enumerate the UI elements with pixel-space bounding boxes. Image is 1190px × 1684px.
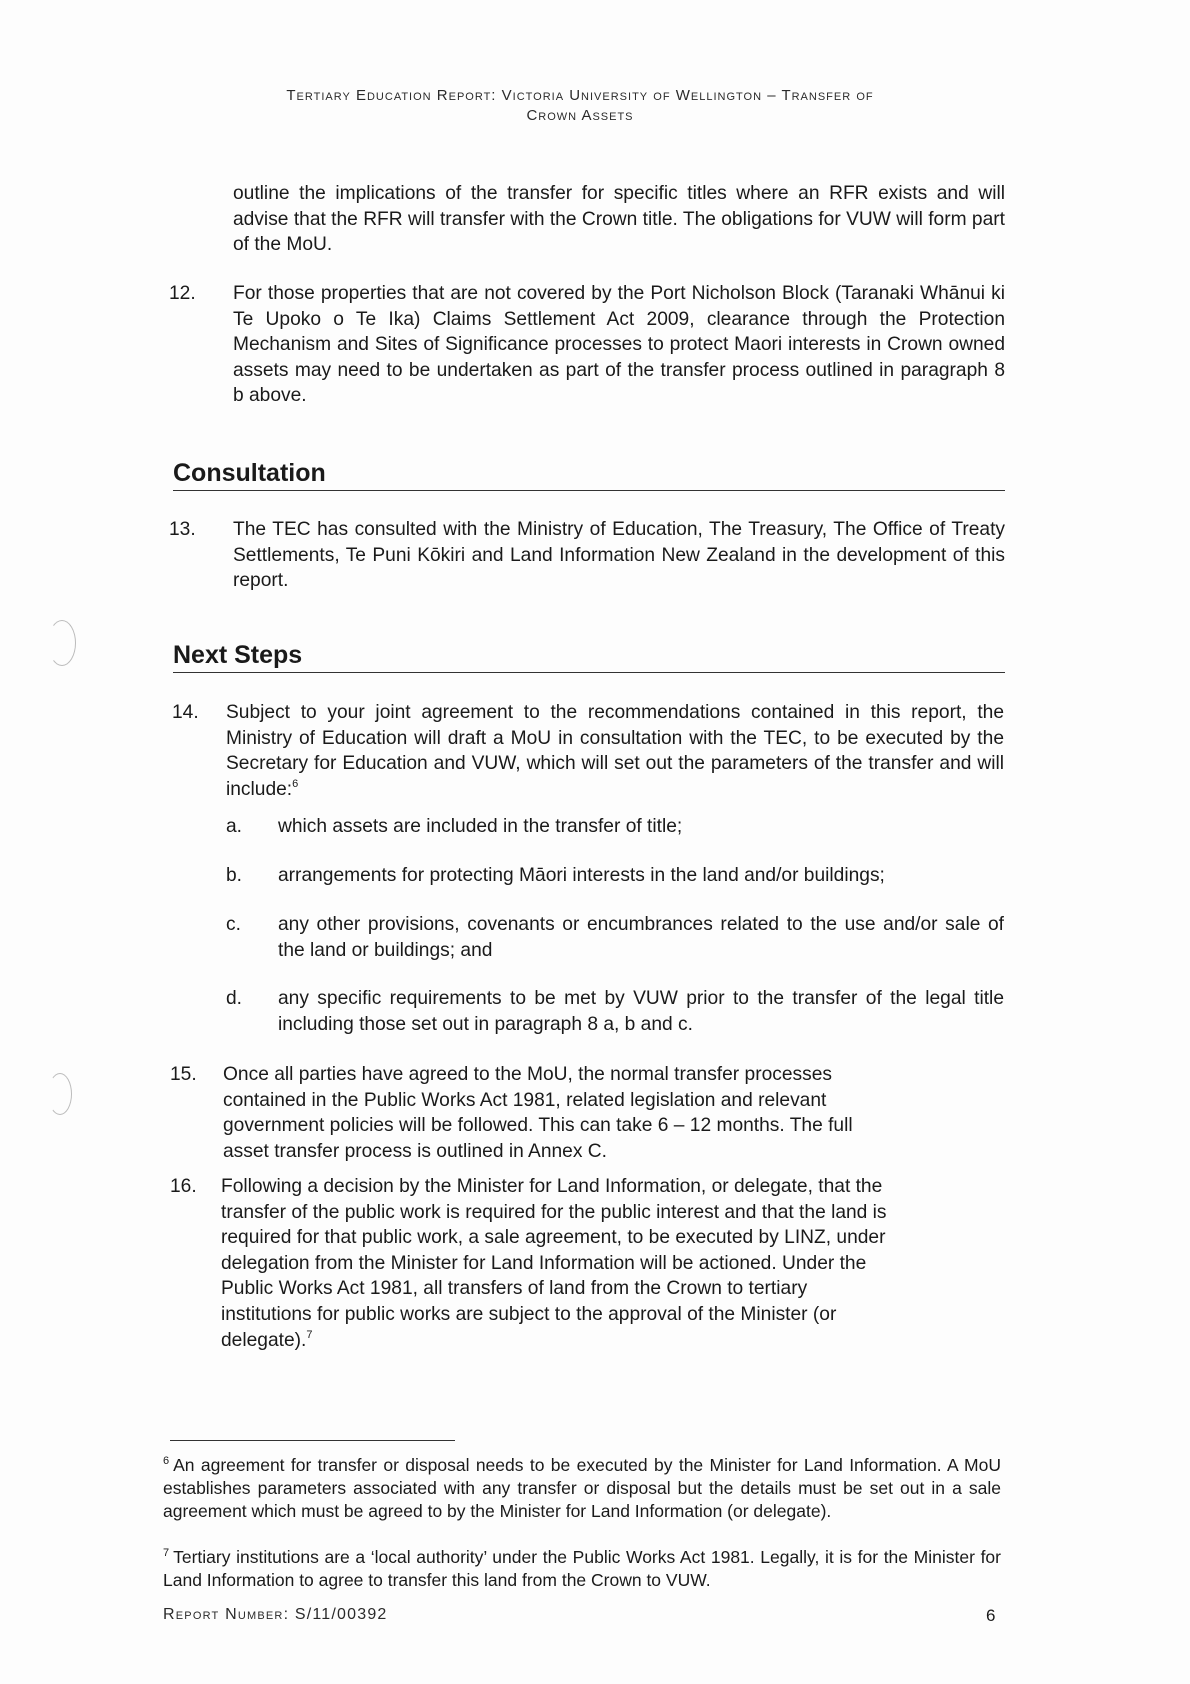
list-item-b <box>226 863 1004 889</box>
paragraph-line: Once all parties have agreed to the MoU, the normal transfer processes <box>223 1064 832 1085</box>
list-item-c <box>226 912 1004 963</box>
paragraph-16 <box>170 1174 1013 1353</box>
list-item-d <box>226 986 1004 1037</box>
footnote-number: 6 <box>163 1455 170 1467</box>
footnote-text: Tertiary institutions are a ‘local authority’ under the Public Works Act 1981. Legally, it is for the Minister for Land Information to agree to transfer this land from the Crown to VUW. <box>163 1547 1001 1590</box>
paragraph-15 <box>170 1062 1013 1164</box>
list-text: which assets are included in the transfer of title; <box>278 816 683 837</box>
paragraph-number: 12. <box>169 283 196 304</box>
paragraph-line: delegation from the Minister for Land Information will be actioned. Under the <box>221 1252 867 1274</box>
header-line-2: Crown Assets <box>526 107 634 124</box>
list-item-a <box>226 814 1004 840</box>
list-text: arrangements for protecting Māori interests in the land and/or buildings; <box>278 865 885 886</box>
footnote-separator <box>170 1440 455 1441</box>
footnote-7 <box>163 1546 1001 1592</box>
footnote-reference: 7 <box>306 1328 313 1341</box>
paragraph-14 <box>172 700 1004 802</box>
paragraph-line: institutions for public works are subject to the approval of the Minister (or <box>221 1303 837 1325</box>
paragraph-text: For those properties that are not covered by the Port Nicholson Block (Taranaki Whānui ki Te Upoko o Te Ika) Claims Settlement Act 2009, clearance through the Protection Mechanism and Sites of Significance processes to protect Maori interests in Crown owned assets may need to be undertaken as part of the transfer process outlined in paragraph 8 b above. <box>233 283 1005 407</box>
paragraph-line: required for that public work, a sale agreement, to be executed by LINZ, under <box>221 1227 886 1249</box>
paragraph-text: delegate). <box>221 1329 307 1351</box>
page-number: 6 <box>986 1606 996 1625</box>
list-letter: a. <box>226 816 243 837</box>
paragraph-line: contained in the Public Works Act 1981, related legislation and relevant <box>223 1089 827 1111</box>
punch-hole-mark <box>48 1073 72 1115</box>
footnote-number: 7 <box>163 1547 170 1559</box>
paragraph-12 <box>169 281 1005 409</box>
list-letter: d. <box>226 988 243 1009</box>
paragraph-text: The TEC has consulted with the Ministry of Education, The Treasury, The Office of Treaty Settlements, Te Puni Kōkiri and Land Information New Zealand in the development of this report. <box>233 519 1005 592</box>
paragraph-number: 13. <box>169 519 196 540</box>
list-letter: b. <box>226 865 243 886</box>
paragraph-line: Following a decision by the Minister for Land Information, or delegate, that the <box>221 1176 883 1197</box>
running-header <box>160 86 1000 126</box>
paragraph-13 <box>169 517 1005 594</box>
header-line-1: Tertiary Education Report: Victoria University of Wellington – Transfer of <box>286 87 874 104</box>
paragraph-number: 14. <box>172 702 199 723</box>
section-heading-next-steps: Next Steps <box>173 640 1005 673</box>
paragraph-line: Public Works Act 1981, all transfers of land from the Crown to tertiary <box>221 1278 808 1300</box>
paragraph-line: transfer of the public work is required for the public interest and that the land is <box>221 1201 887 1223</box>
report-number: Report Number: S/11/00392 <box>163 1606 388 1623</box>
list-letter: c. <box>226 914 241 935</box>
paragraph-number: 15. <box>170 1064 197 1085</box>
paragraph-number: 16. <box>170 1176 197 1197</box>
continuation-paragraph <box>233 181 1005 258</box>
paragraph-text: Subject to your joint agreement to the recommendations contained in this report, the Ministry of Education will draft a MoU in consultation with the TEC, to be executed by the Secretary for Education and VUW, which will set out the parameters of the transfer and will include: <box>226 702 1004 800</box>
list-text: any other provisions, covenants or encumbrances related to the use and/or sale of the land or buildings; and <box>278 914 1004 961</box>
paragraph-line <box>221 1328 1013 1354</box>
paragraph-line: asset transfer process is outlined in Annex C. <box>223 1140 607 1162</box>
footnote-6 <box>163 1454 1001 1523</box>
punch-hole-mark <box>48 620 76 666</box>
paragraph-text: outline the implications of the transfer for specific titles where an RFR exists and will advise that the RFR will transfer with the Crown title. The obligations for VUW will form part of the MoU. <box>233 183 1005 256</box>
footnote-reference: 6 <box>292 777 299 790</box>
footnote-text: An agreement for transfer or disposal needs to be executed by the Minister for Land Information. A MoU establishes parameters associated with any transfer or disposal but the details must be set out in a sale agreement which must be agreed to by the Minister for Land Information (or delegate). <box>163 1455 1001 1521</box>
paragraph-line: government policies will be followed. This can take 6 – 12 months. The full <box>223 1115 853 1137</box>
list-text: any specific requirements to be met by VUW prior to the transfer of the legal title including those set out in paragraph 8 a, b and c. <box>278 988 1004 1035</box>
section-heading-consultation: Consultation <box>173 458 1005 491</box>
